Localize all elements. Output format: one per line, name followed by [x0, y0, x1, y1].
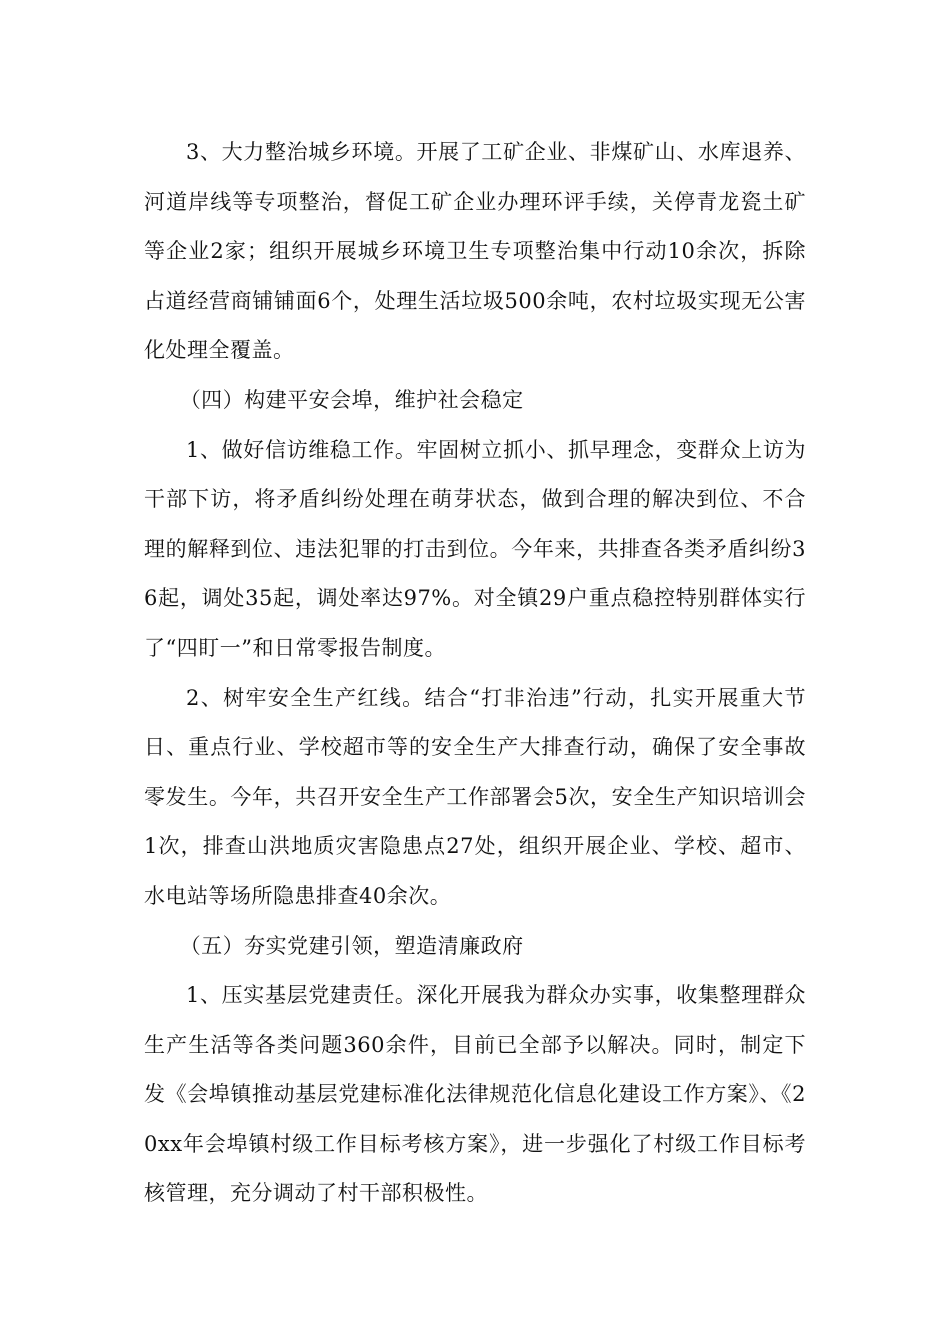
paragraph-party-building: 1、压实基层党建责任。深化开展我为群众办实事，收集整理群众生产生活等各类问题360余件，目前已全部予以解决。同时，制定下发《会埠镇推动基层党建标准化法律规范化信息化建设工作方案》、《20xx年会埠镇村级工作目标考核方案》，进一步强化了村级工作目标考核管理，充分调动了村干部积极性。	[144, 983, 806, 1206]
section-heading-four: （四）构建平安会埠，维护社会稳定	[179, 387, 524, 412]
paragraph-petition-stability: 1、做好信访维稳工作。牢固树立抓小、抓早理念，变群众上访为干部下访，将矛盾纠纷处理在萌芽状态，做到合理的解决到位、不合理的解释到位、违法犯罪的打击到位。今年来，共排查各类矛盾纠纷36起，调处35起，调处率达97%。对全镇29户重点稳控特别群体实行了“四盯一”和日常零报告制度。	[144, 437, 806, 660]
section-heading-five: （五）夯实党建引领，塑造清廉政府	[179, 933, 524, 958]
paragraph-safety-production: 2、树牢安全生产红线。结合“打非治违”行动，扎实开展重大节日、重点行业、学校超市等的安全生产大排查行动，确保了安全事故零发生。今年，共召开安全生产工作部署会5次，安全生产知识培训会1次，排查山洪地质灾害隐患点27处，组织开展企业、学校、超市、水电站等场所隐患排查40余次。	[144, 685, 806, 908]
document-body	[144, 128, 806, 1219]
paragraph-environment-governance: 3、大力整治城乡环境。开展了工矿企业、非煤矿山、水库退养、河道岸线等专项整治，督促工矿企业办理环评手续，关停青龙瓷土矿等企业2家；组织开展城乡环境卫生专项整治集中行动10余次，拆除占道经营商铺铺面6个，处理生活垃圾500余吨，农村垃圾实现无公害化处理全覆盖。	[144, 140, 806, 363]
